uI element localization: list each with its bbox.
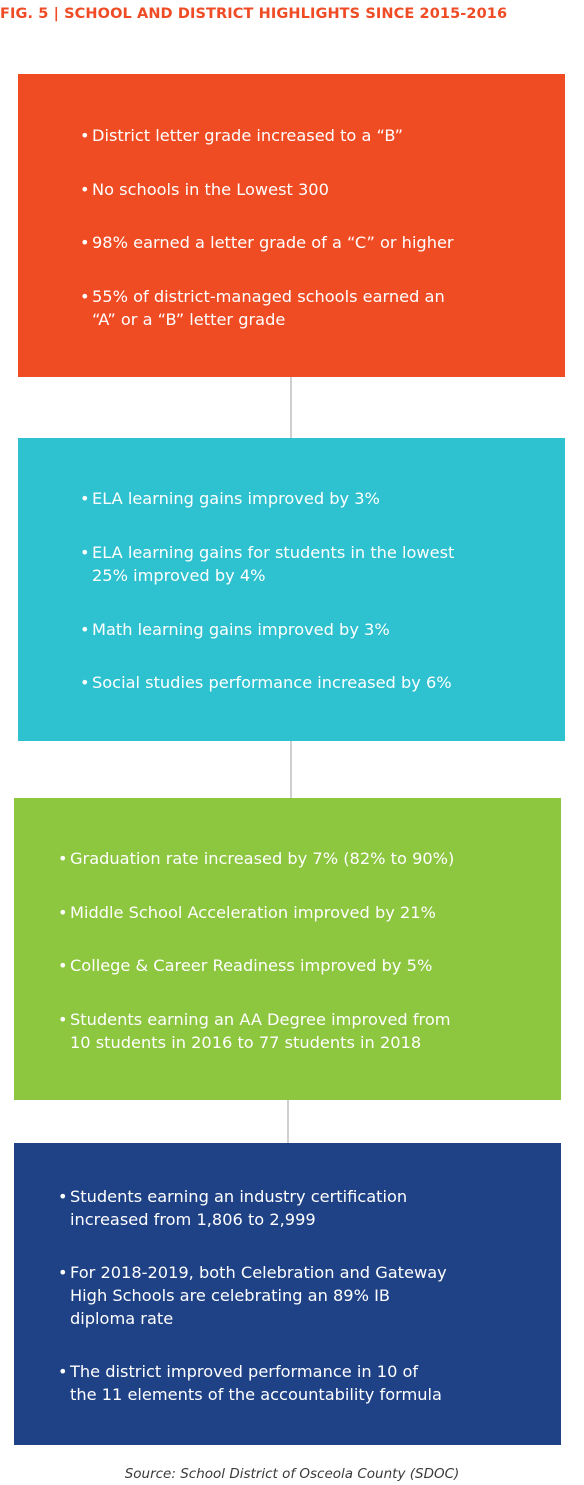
list-item xyxy=(80,124,562,147)
list-item-text: ELA learning gains for students in the lowest 25% improved by 4% xyxy=(92,543,455,585)
bullet-icon: • xyxy=(80,180,90,199)
bullet-icon: • xyxy=(80,543,90,562)
list-item xyxy=(80,671,562,694)
connector-line xyxy=(287,1100,289,1143)
list-item-text: 98% earned a letter grade of a “C” or higher xyxy=(92,233,454,252)
list-item-text: No schools in the Lowest 300 xyxy=(92,180,329,199)
bullet-icon: • xyxy=(58,1362,68,1381)
bullet-icon: • xyxy=(58,903,68,922)
list-item-text: Students earning an industry certification increased from 1,806 to 2,999 xyxy=(70,1187,408,1229)
bullet-icon: • xyxy=(80,233,90,252)
bullet-icon: • xyxy=(80,620,90,639)
highlight-box-learning-gains xyxy=(18,438,565,741)
list-item xyxy=(80,285,562,331)
list-item xyxy=(80,618,562,641)
list-item xyxy=(80,178,562,201)
highlight-box-certification xyxy=(14,1143,561,1445)
list-item-text: For 2018-2019, both Celebration and Gateway High Schools are celebrating an 89% IB diploma rate xyxy=(70,1263,447,1328)
list-item xyxy=(58,1261,565,1330)
list-item-text: College & Career Readiness improved by 5% xyxy=(70,956,433,975)
list-item-text: Students earning an AA Degree improved from 10 students in 2016 to 77 students in 2018 xyxy=(70,1010,451,1052)
list-item-text: The district improved performance in 10 of the 11 elements of the accountability formula xyxy=(70,1362,442,1404)
bullet-icon: • xyxy=(80,287,90,306)
connector-line xyxy=(290,741,292,798)
source-caption: Source: School District of Osceola County (SDOC) xyxy=(124,1466,460,1482)
list-item xyxy=(58,901,565,924)
bullet-icon: • xyxy=(58,1010,68,1029)
connector-line xyxy=(290,377,292,438)
bullet-icon: • xyxy=(80,673,90,692)
list-item-text: ELA learning gains improved by 3% xyxy=(92,489,380,508)
list-item-text: Graduation rate increased by 7% (82% to 90%) xyxy=(70,849,455,868)
bullet-icon: • xyxy=(58,849,68,868)
list-item xyxy=(80,487,562,510)
list-item xyxy=(80,541,562,587)
highlight-box-district-grades xyxy=(18,74,565,377)
bullet-icon: • xyxy=(58,1187,68,1206)
list-item xyxy=(58,1008,565,1054)
bullet-icon: • xyxy=(58,1263,68,1282)
list-item xyxy=(58,954,565,977)
list-item xyxy=(58,847,565,870)
bullet-icon: • xyxy=(80,126,90,145)
list-item xyxy=(58,1185,565,1231)
list-item-text: Math learning gains improved by 3% xyxy=(92,620,390,639)
bullet-icon: • xyxy=(58,956,68,975)
list-item-text: Social studies performance increased by 6% xyxy=(92,673,452,692)
list-item-text: 55% of district-managed schools earned an “A” or a “B” letter grade xyxy=(92,287,445,329)
bullet-icon: • xyxy=(80,489,90,508)
list-item-text: District letter grade increased to a “B” xyxy=(92,126,404,145)
list-item xyxy=(80,231,562,254)
list-item-text: Middle School Acceleration improved by 21% xyxy=(70,903,436,922)
highlight-box-graduation xyxy=(14,798,561,1100)
list-item xyxy=(58,1360,565,1406)
figure-title: FIG. 5 | SCHOOL AND DISTRICT HIGHLIGHTS SINCE 2015-2016 xyxy=(0,6,508,22)
